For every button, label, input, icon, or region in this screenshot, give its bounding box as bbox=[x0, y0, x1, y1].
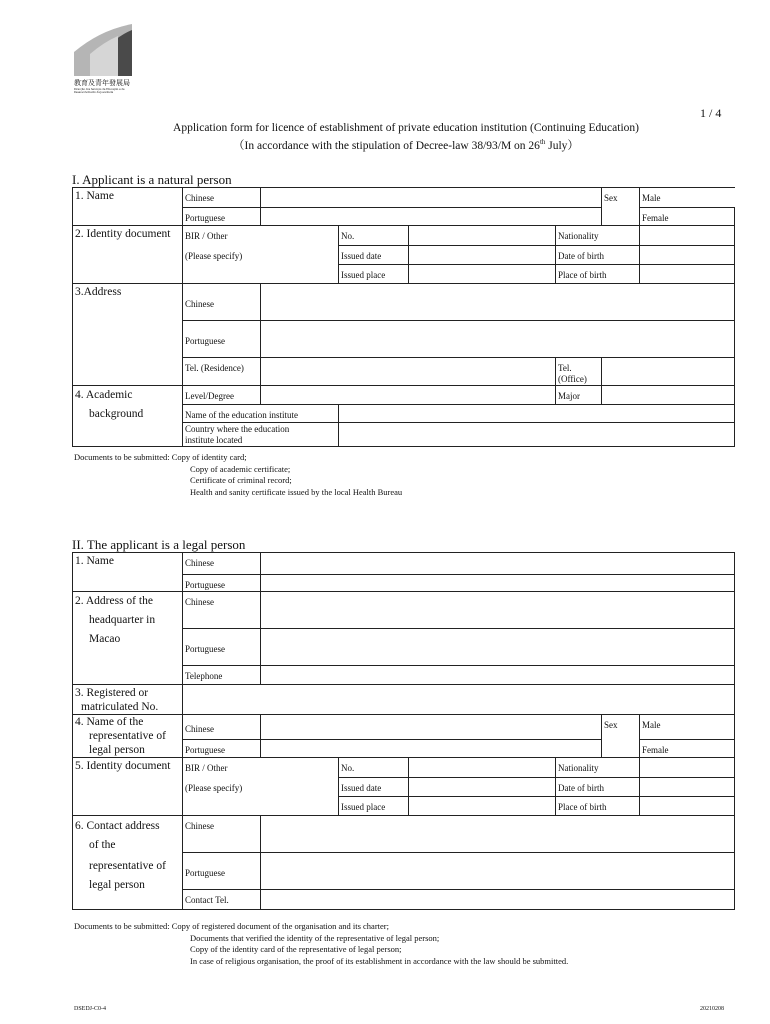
contact-portuguese-field[interactable] bbox=[261, 853, 735, 890]
female-label: Female bbox=[642, 213, 669, 223]
rep-issued-date-field[interactable] bbox=[409, 778, 556, 797]
address-portuguese-label: Portuguese bbox=[183, 321, 261, 358]
hq-telephone-field[interactable] bbox=[261, 666, 735, 685]
section1-documents bbox=[74, 452, 402, 498]
hq-label-line1: 2. Address of the bbox=[75, 595, 153, 607]
institute-country-field[interactable] bbox=[339, 423, 735, 447]
doc-item: Certificate of criminal record; bbox=[190, 475, 292, 485]
institute-country-label bbox=[183, 423, 339, 447]
institute-country-line1: Country where the education bbox=[185, 424, 290, 434]
contact-label-line3: representative of bbox=[89, 860, 166, 872]
form-code: DSEDJ-C0-4 bbox=[74, 1006, 107, 1012]
address-chinese-field[interactable] bbox=[261, 284, 735, 321]
bir-other-label: BIR / Other bbox=[183, 226, 339, 246]
rep-portuguese-field[interactable] bbox=[261, 739, 602, 757]
rep-label-line1: 4. Name of the bbox=[75, 716, 144, 728]
contact-label-line2: of the bbox=[89, 839, 116, 851]
legal-person-table bbox=[72, 552, 735, 910]
form-subtitle bbox=[0, 137, 770, 153]
contact-tel-field[interactable] bbox=[261, 890, 735, 910]
date-of-birth-label: Date of birth bbox=[556, 246, 640, 265]
logo-text: 教育及青年發展局 bbox=[74, 79, 130, 87]
reg-label-line1: 3. Registered or bbox=[75, 687, 149, 699]
representative-label bbox=[73, 715, 183, 758]
section2-documents bbox=[74, 921, 568, 967]
rep-identity-label: 5. Identity document bbox=[73, 758, 183, 816]
subtitle-end: July） bbox=[545, 140, 579, 152]
legal-portuguese-label: Portuguese bbox=[183, 575, 261, 592]
tel-office-field[interactable] bbox=[602, 358, 735, 386]
male-option[interactable] bbox=[640, 188, 735, 208]
institute-country-line2: institute located bbox=[185, 435, 243, 445]
institute-name-field[interactable] bbox=[339, 405, 735, 423]
issued-place-field[interactable] bbox=[409, 265, 556, 284]
name-portuguese-field[interactable] bbox=[261, 208, 602, 226]
section2-heading: II. The applicant is a legal person bbox=[72, 537, 246, 552]
nationality-label: Nationality bbox=[556, 226, 640, 246]
logo-subtext: Direcção dos Serviços de Educação e de Desenvolvimento da Juventude bbox=[74, 88, 125, 94]
doc-item: Documents that verified the identity of the representative of legal person; bbox=[190, 932, 440, 943]
rep-place-of-birth-field[interactable] bbox=[640, 797, 735, 816]
hq-portuguese-field[interactable] bbox=[261, 629, 735, 666]
please-specify-label: (Please specify) bbox=[183, 246, 339, 265]
major-field[interactable] bbox=[602, 386, 735, 405]
tel-office-label: Tel. (Office) bbox=[556, 358, 602, 386]
registered-no-field[interactable] bbox=[183, 685, 735, 715]
docs-lead: Documents to be submitted: Copy of identity card; bbox=[74, 452, 247, 462]
place-of-birth-field[interactable] bbox=[640, 265, 735, 284]
natural-person-table bbox=[72, 187, 735, 447]
form-title: Application form for licence of establishment of private education institution (Continuing Education) bbox=[173, 122, 639, 134]
subtitle-main: （In accordance with the stipulation of Decree-law 38/93/M on 26 bbox=[233, 140, 540, 152]
contact-label-line4: legal person bbox=[89, 879, 145, 891]
no-label: No. bbox=[339, 226, 409, 246]
doc-item: Copy of academic certificate; bbox=[190, 463, 291, 474]
id-type-field[interactable] bbox=[183, 265, 339, 284]
rep-issued-place-label: Issued place bbox=[339, 797, 409, 816]
date-of-birth-field[interactable] bbox=[640, 246, 735, 265]
page-number: 1 / 4 bbox=[700, 106, 722, 120]
rep-nationality-field[interactable] bbox=[640, 758, 735, 778]
rep-no-label: No. bbox=[339, 758, 409, 778]
rep-id-number-field[interactable] bbox=[409, 758, 556, 778]
rep-place-of-birth-label: Place of birth bbox=[556, 797, 640, 816]
male-label: Male bbox=[642, 193, 661, 203]
doc-item: Health and sanity certificate issued by the local Health Bureau bbox=[190, 486, 403, 497]
rep-female-label: Female bbox=[642, 744, 669, 755]
contact-tel-label: Contact Tel. bbox=[183, 890, 261, 910]
major-label: Major bbox=[556, 386, 602, 405]
section1-heading: I. Applicant is a natural person bbox=[72, 172, 232, 187]
legal-name-label: 1. Name bbox=[73, 553, 183, 592]
subtitle-sup: th bbox=[539, 138, 546, 147]
address-label: 3.Address bbox=[73, 284, 183, 386]
nationality-field[interactable] bbox=[640, 226, 735, 246]
rep-date-of-birth-label: Date of birth bbox=[556, 778, 640, 797]
tel-residence-label: Tel. (Residence) bbox=[183, 358, 261, 386]
id-number-field[interactable] bbox=[409, 226, 556, 246]
legal-name-chinese-field[interactable] bbox=[261, 553, 735, 575]
rep-male-option[interactable] bbox=[640, 715, 735, 740]
institute-name-label: Name of the education institute bbox=[183, 405, 339, 423]
female-option[interactable] bbox=[640, 208, 735, 226]
name-chinese-field[interactable] bbox=[261, 188, 602, 208]
docs-lead: Documents to be submitted: Copy of registered document of the organisation and its charter; bbox=[74, 921, 389, 931]
contact-address-label bbox=[73, 816, 183, 910]
academic-label-line2: background bbox=[89, 408, 144, 420]
portuguese-label: Portuguese bbox=[183, 208, 261, 226]
hq-chinese-field[interactable] bbox=[261, 592, 735, 629]
hq-chinese-label: Chinese bbox=[183, 592, 261, 629]
level-degree-field[interactable] bbox=[261, 386, 556, 405]
hq-telephone-label: Telephone bbox=[183, 666, 261, 685]
reg-label-line2: matriculated No. bbox=[81, 701, 159, 713]
rep-please-specify-label: (Please specify) bbox=[183, 778, 339, 797]
rep-label-line3: legal person bbox=[89, 744, 145, 756]
chinese-label: Chinese bbox=[183, 188, 261, 208]
hq-label-line3: Macao bbox=[89, 633, 121, 645]
level-degree-label: Level/Degree bbox=[183, 386, 261, 405]
registered-no-label bbox=[73, 685, 183, 715]
doc-item: Copy of the identity card of the representative of legal person; bbox=[190, 944, 402, 954]
address-portuguese-field[interactable] bbox=[261, 321, 735, 358]
contact-portuguese-label: Portuguese bbox=[183, 853, 261, 890]
hq-portuguese-label: Portuguese bbox=[183, 629, 261, 666]
rep-chinese-label: Chinese bbox=[183, 715, 261, 740]
rep-chinese-field[interactable] bbox=[261, 715, 602, 740]
tel-residence-field[interactable] bbox=[261, 358, 556, 386]
issued-place-label: Issued place bbox=[339, 265, 409, 284]
doc-item: In case of religious organisation, the proof of its establishment in accordance with the law should be submitted. bbox=[190, 955, 569, 966]
rep-date-of-birth-field[interactable] bbox=[640, 778, 735, 797]
rep-portuguese-label: Portuguese bbox=[183, 739, 261, 757]
place-of-birth-label: Place of birth bbox=[556, 265, 640, 284]
rep-bir-other-label: BIR / Other bbox=[183, 758, 339, 778]
institution-logo bbox=[70, 20, 142, 98]
rep-female-option[interactable] bbox=[640, 739, 735, 757]
name-label: 1. Name bbox=[73, 188, 183, 226]
rep-label-line2: representative of bbox=[89, 730, 166, 742]
rep-id-type-field[interactable] bbox=[183, 797, 339, 816]
identity-label: 2. Identity document bbox=[73, 226, 183, 284]
issued-date-field[interactable] bbox=[409, 246, 556, 265]
rep-sex-label: Sex bbox=[602, 715, 640, 758]
sex-label: Sex bbox=[602, 188, 640, 226]
legal-name-portuguese-field[interactable] bbox=[261, 575, 735, 592]
legal-chinese-label: Chinese bbox=[183, 553, 261, 575]
contact-chinese-label: Chinese bbox=[183, 816, 261, 853]
contact-label-line1: 6. Contact address bbox=[75, 820, 160, 832]
hq-address-label bbox=[73, 592, 183, 685]
rep-issued-place-field[interactable] bbox=[409, 797, 556, 816]
contact-chinese-field[interactable] bbox=[261, 816, 735, 853]
form-date: 20210208 bbox=[700, 1006, 724, 1012]
hq-label-line2: headquarter in bbox=[89, 614, 156, 626]
academic-label-line1: 4. Academic bbox=[75, 389, 133, 401]
rep-male-label: Male bbox=[642, 720, 661, 730]
academic-label bbox=[73, 386, 183, 447]
rep-nationality-label: Nationality bbox=[556, 758, 640, 778]
issued-date-label: Issued date bbox=[339, 246, 409, 265]
address-chinese-label: Chinese bbox=[183, 284, 261, 321]
rep-issued-date-label: Issued date bbox=[339, 778, 409, 797]
